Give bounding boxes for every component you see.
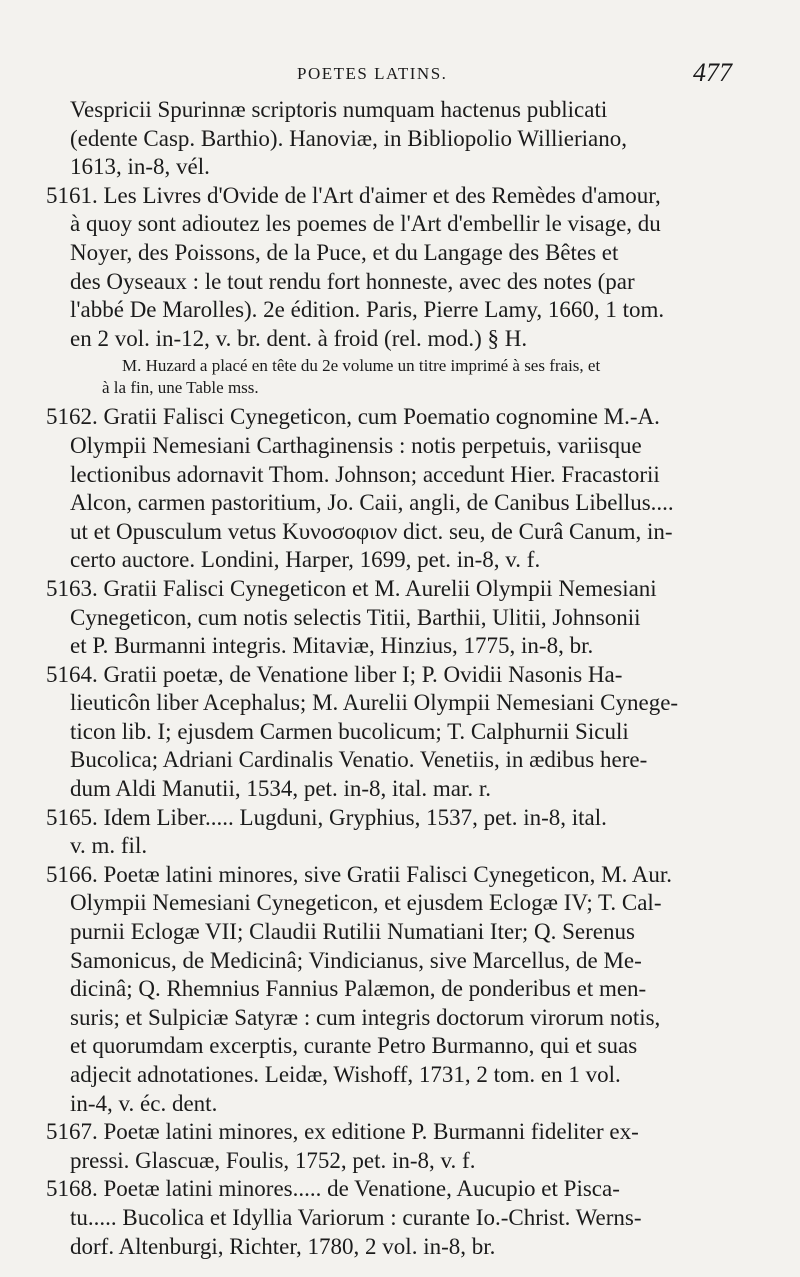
text-line: lectionibus adornavit Thom. Johnson; accedunt Hier. Fracastorii xyxy=(70,461,660,487)
text-line: purnii Eclogæ VII; Claudii Rutilii Numatiani Iter; Q. Serenus xyxy=(70,919,635,945)
note-line: M. Huzard a placé en tête du 2e volume un titre imprimé à ses frais, et xyxy=(122,356,601,376)
page-header xyxy=(0,58,800,94)
text-line: v. m. fil. xyxy=(70,833,148,859)
text-line: 5168. Poetæ latini minores..... de Venatione, Aucupio et Pisca- xyxy=(46,1176,620,1202)
text-line: adjecit adnotationes. Leidæ, Wishoff, 1731, 2 tom. en 1 vol. xyxy=(70,1062,621,1087)
text-line: Alcon, carmen pastoritium, Jo. Caii, angli, de Canibus Libellus.... xyxy=(70,490,674,516)
text-line: et quorumdam excerptis, curante Petro Burmanno, qui et suas xyxy=(70,1033,638,1059)
text-line: dum Aldi Manutii, 1534, pet. in-8, ital. mar. r. xyxy=(70,776,491,802)
text-line: 5165. Idem Liber..... Lugduni, Gryphius, 1537, pet. in-8, ital. xyxy=(46,804,607,830)
entry-5161 xyxy=(46,182,768,354)
note-line: à la fin, une Table mss. xyxy=(102,378,259,398)
text-line: lieuticôn liber Acephalus; M. Aurelii Olympii Nemesiani Cynege- xyxy=(70,690,679,716)
text-line: à quoy sont adioutez les poemes de l'Art d'embellir le visage, du xyxy=(70,211,661,237)
text-line: 5167. Poetæ latini minores, ex editione P. Burmanni fideliter ex- xyxy=(46,1119,639,1145)
catalogue-text xyxy=(46,96,768,1261)
text-line: 5166. Poetæ latini minores, sive Gratii Falisci Cynegeticon, M. Aur. xyxy=(46,861,673,887)
text-line: Olympii Nemesiani Carthaginensis : notis perpetuis, variisque xyxy=(70,432,642,458)
text-line: Bucolica; Adriani Cardinalis Venatio. Venetiis, in ædibus here- xyxy=(70,747,648,773)
text-line: pressi. Glascuæ, Foulis, 1752, pet. in-8, v. f. xyxy=(70,1147,476,1173)
entry-5164 xyxy=(46,661,768,804)
text-line: Vespricii Spurinnæ scriptoris numquam hactenus publicati xyxy=(70,97,608,122)
text-line: 5162. Gratii Falisci Cynegeticon, cum Poematio cognomine M.-A. xyxy=(46,404,660,430)
text-line: en 2 vol. in-12, v. br. dent. à froid (rel. mod.) § H. xyxy=(70,325,528,351)
text-line: certo auctore. Londini, Harper, 1699, pet. in-8, v. f. xyxy=(70,547,541,573)
text-line: Olympii Nemesiani Cynegeticon, et ejusdem Eclogæ IV; T. Cal- xyxy=(70,890,662,916)
entry-5163 xyxy=(46,575,768,661)
entry-5168 xyxy=(46,1175,768,1261)
text-line: 5164. Gratii poetæ, de Venatione liber I; P. Ovidii Nasonis Ha- xyxy=(46,661,623,687)
text-line: 5163. Gratii Falisci Cynegeticon et M. Aurelii Olympii Nemesiani xyxy=(46,575,657,601)
text-line: des Oyseaux : le tout rendu fort honneste, avec des notes (par xyxy=(70,268,635,294)
entry-5166 xyxy=(46,861,768,1118)
text-line: et P. Burmanni integris. Mitaviæ, Hinzius, 1775, in-8, br. xyxy=(70,633,594,659)
text-line: Samonicus, de Medicinâ; Vindicianus, sive Marcellus, de Me- xyxy=(70,947,642,973)
text-line: 1613, in-8, vél. xyxy=(70,154,210,180)
text-line: dicinâ; Q. Rhemnius Fannius Palæmon, de ponderibus et men- xyxy=(70,976,647,1002)
running-title: POETES LATINS. xyxy=(297,64,448,83)
entry-5167 xyxy=(46,1118,768,1175)
entry-5162 xyxy=(46,403,768,575)
entry-5160-continuation xyxy=(46,96,768,182)
text-line: l'abbé De Marolles). 2e édition. Paris, Pierre Lamy, 1660, 1 tom. xyxy=(70,297,665,323)
text-line: 5161. Les Livres d'Ovide de l'Art d'aimer et des Remèdes d'amour, xyxy=(46,182,661,208)
text-line: dorf. Altenburgi, Richter, 1780, 2 vol. in-8, br. xyxy=(70,1233,496,1259)
text-line: (edente Casp. Barthio). Hanoviæ, in Bibliopolio Willieriano, xyxy=(70,125,627,151)
text-line: Noyer, des Poissons, de la Puce, et du Langage des Bêtes et xyxy=(70,239,619,265)
entry-5165 xyxy=(46,804,768,861)
text-line: in-4, v. éc. dent. xyxy=(70,1090,218,1116)
text-line: suris; et Sulpiciæ Satyræ : cum integris doctorum virorum notis, xyxy=(70,1004,661,1030)
page-number: 477 xyxy=(693,58,732,87)
footnote-5161 xyxy=(46,355,768,399)
text-line: tu..... Bucolica et Idyllia Variorum : curante Io.-Christ. Werns- xyxy=(70,1204,642,1230)
text-line: Cynegeticon, cum notis selectis Titii, Barthii, Ulitii, Johnsonii xyxy=(70,604,641,630)
text-line: ut et Opusculum vetus Κυνοσοφιον dict. seu, de Curâ Canum, in- xyxy=(70,518,673,544)
text-line: ticon lib. I; ejusdem Carmen bucolicum; T. Calphurnii Siculi xyxy=(70,718,629,744)
